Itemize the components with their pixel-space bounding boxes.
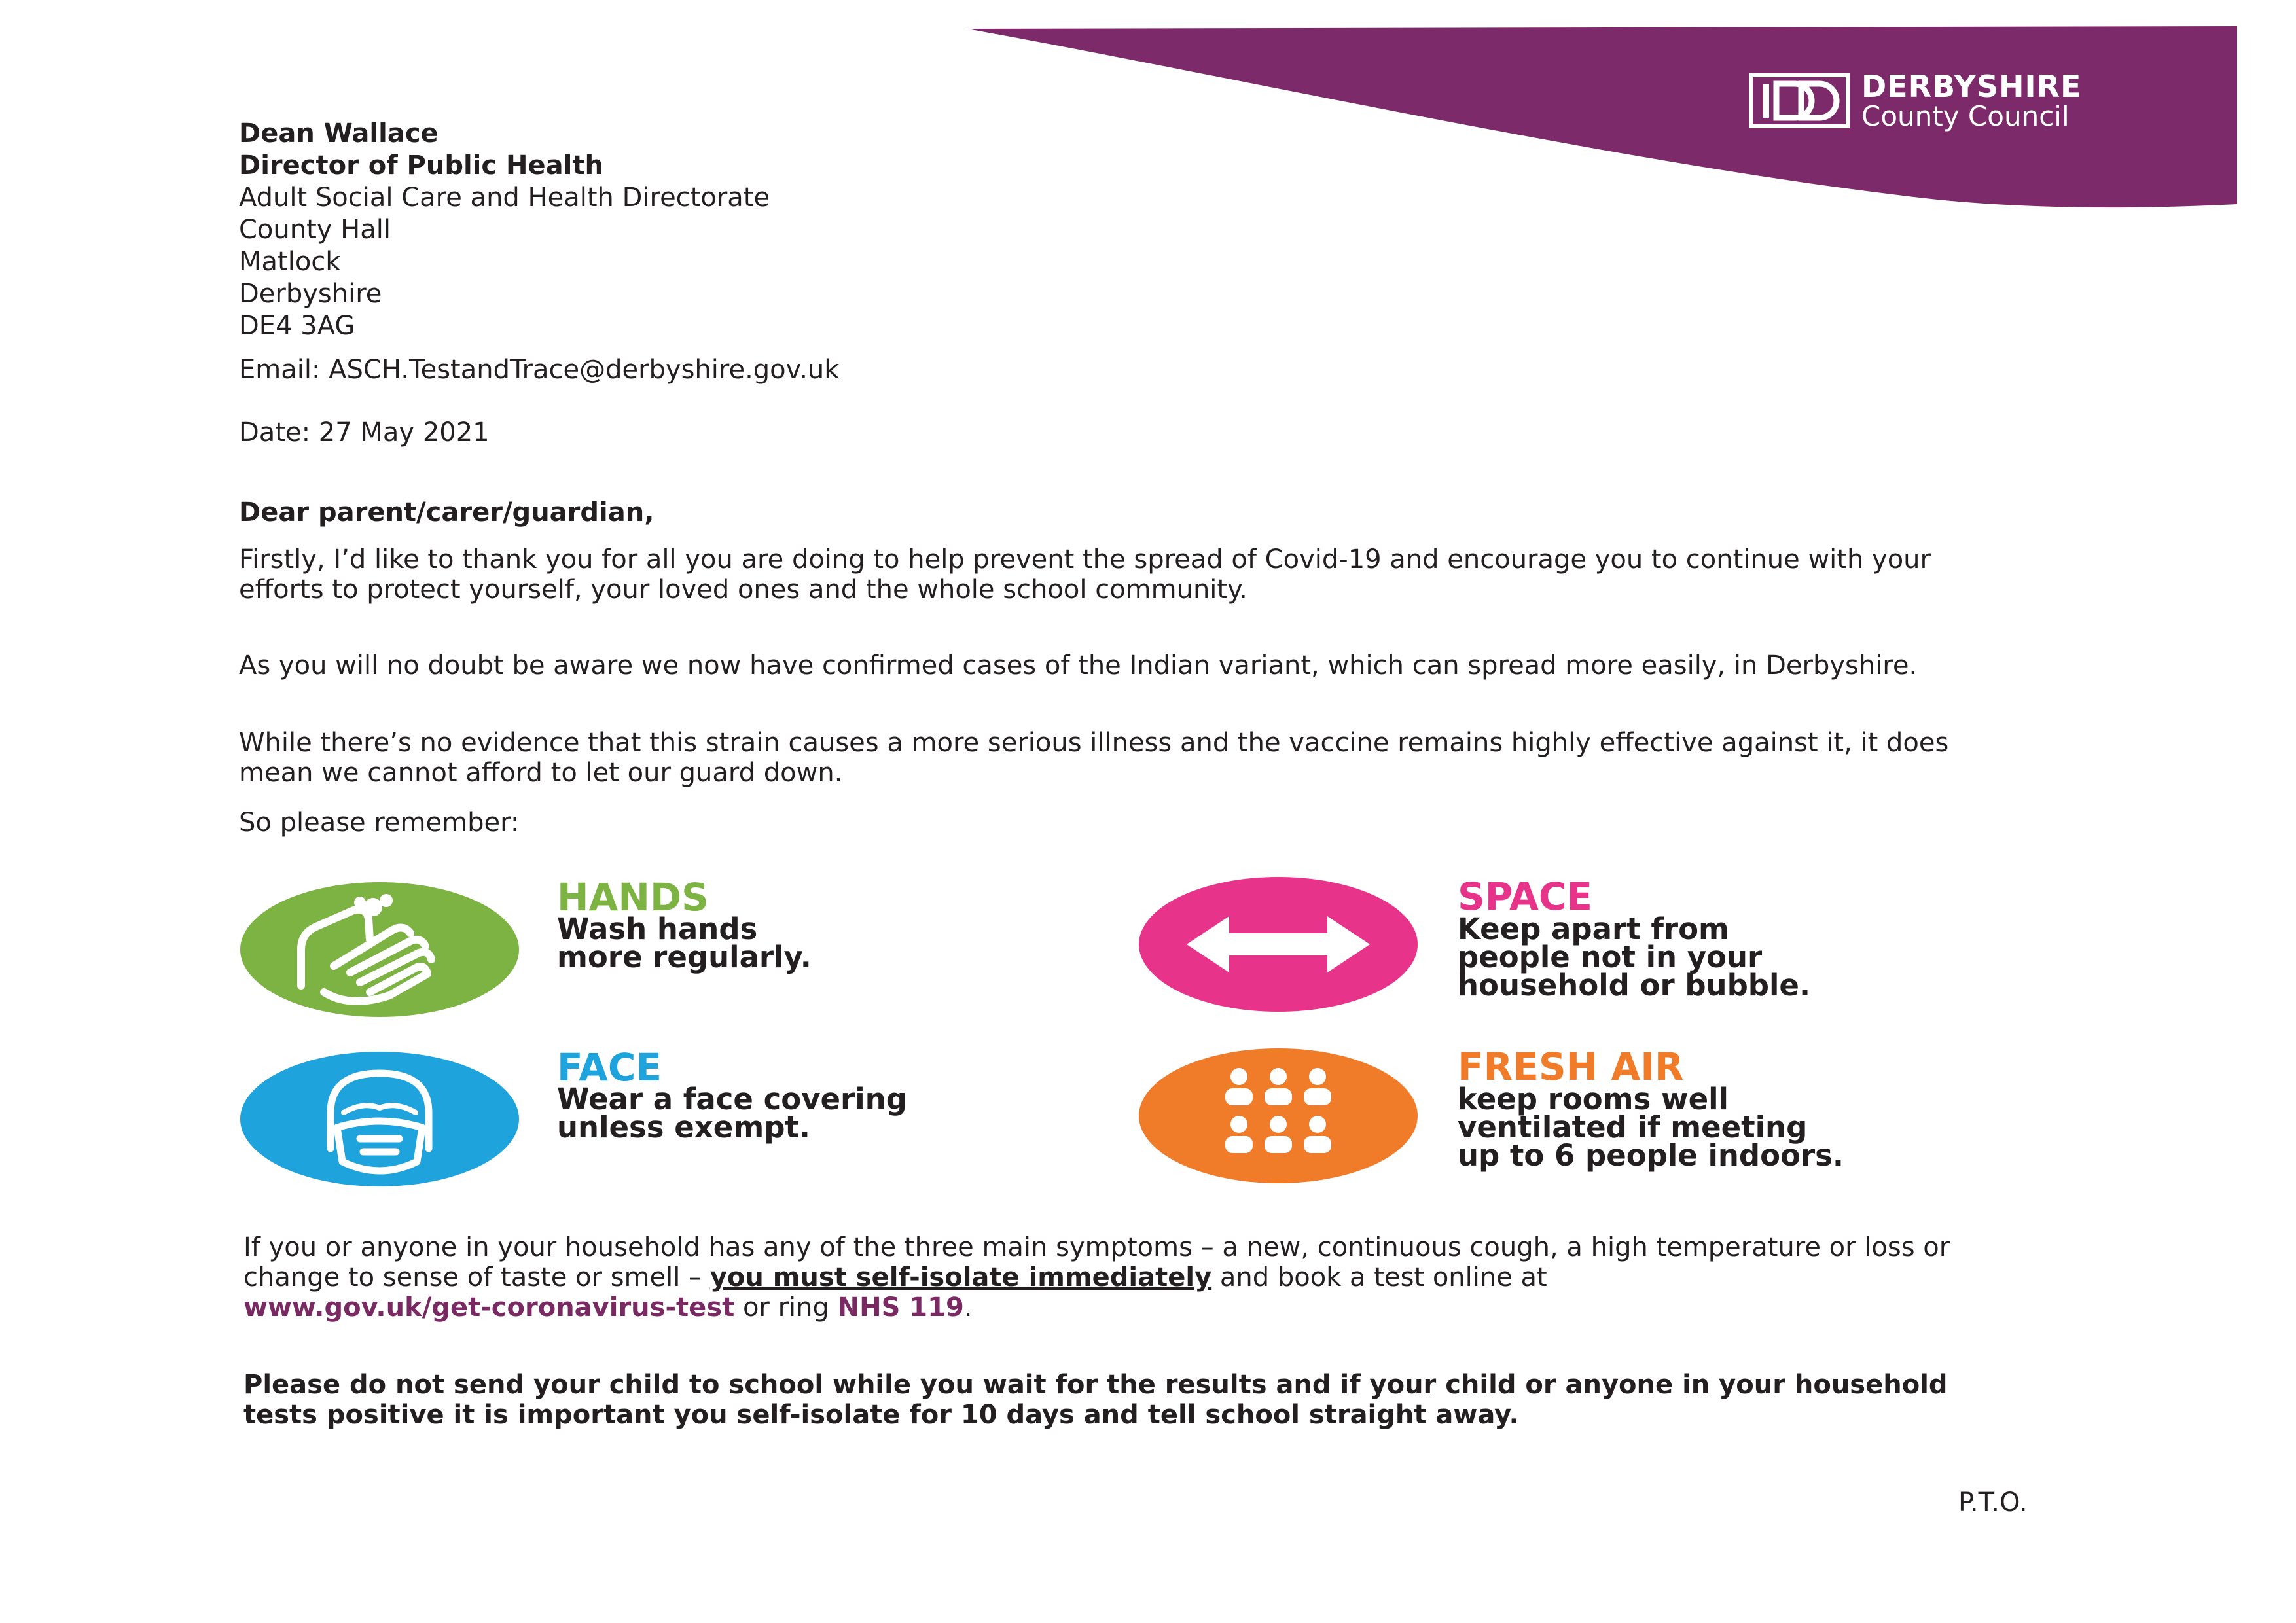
warning-paragraph: Please do not send your child to school while you wait for the results and if your child or anyone in your household tests positive it is important you self-isolate for 10 days and tell school straight away. <box>243 1370 1948 1430</box>
people-group-icon <box>1138 1047 1419 1185</box>
symptoms-end: . <box>963 1293 973 1323</box>
sender-email: Email: ASCH.TestandTrace@derbyshire.gov.uk <box>239 355 840 385</box>
sender-name: Dean Wallace <box>239 118 439 149</box>
sender-block <box>239 118 770 342</box>
page-turn-note: P.T.O. <box>1958 1488 2028 1518</box>
tip-face-line: Wear a face covering <box>557 1082 907 1116</box>
address-line: Adult Social Care and Health Directorate <box>239 183 770 213</box>
tip-hands-line: more regularly. <box>557 940 812 974</box>
body-paragraph: As you will no doubt be aware we now have confirmed cases of the Indian variant, which can spread more easily, in Derbyshire. <box>239 651 1918 681</box>
tip-space-title: SPACE <box>1458 874 1593 919</box>
nhs-phone-number: NHS 119 <box>837 1293 964 1323</box>
tip-face-line: unless exempt. <box>557 1110 811 1145</box>
tip-hands-title: HANDS <box>557 875 709 919</box>
symptoms-intro: If you or anyone in your household has any of the three main symptoms – a new, continuous cough, a high temperature or loss or change to sense of taste or smell – <box>243 1232 1950 1293</box>
tip-space-line: Keep apart from <box>1458 912 1729 946</box>
logo-title: DERBYSHIRE <box>1861 69 2082 104</box>
tip-fresh-air-line: up to 6 people indoors. <box>1458 1138 1844 1173</box>
address-line: Derbyshire <box>239 279 382 309</box>
tip-fresh-air-title: FRESH AIR <box>1458 1044 1684 1089</box>
council-logo <box>1749 71 2081 131</box>
hand-washing-icon <box>239 881 520 1018</box>
face-mask-icon <box>239 1050 520 1188</box>
body-paragraph: Firstly, I’d like to thank you for all you are doing to help prevent the spread of Covid-19 and encourage you to continue with your efforts to protect yourself, your loved ones and the whole school community. <box>239 544 1931 605</box>
double-arrow-icon <box>1138 876 1419 1013</box>
self-isolate-emphasis: you must self-isolate immediately <box>709 1262 1212 1293</box>
address-line: Matlock <box>239 247 341 277</box>
body-paragraph: While there’s no evidence that this strain causes a more serious illness and the vaccine remains highly effective against it, it does mean we cannot afford to let our guard down. <box>239 728 1949 788</box>
address-line: DE4 3AG <box>239 311 355 341</box>
sender-title: Director of Public Health <box>239 151 603 181</box>
tip-fresh-air-line: ventilated if meeting <box>1458 1110 1808 1145</box>
tip-space-line: people not in your <box>1458 940 1763 974</box>
symptoms-mid: and book a test online at <box>1219 1262 1547 1293</box>
symptoms-or: or ring <box>742 1293 829 1323</box>
coronavirus-test-link[interactable]: www.gov.uk/get-coronavirus-test <box>243 1293 735 1323</box>
tip-face-title: FACE <box>557 1045 662 1090</box>
council-logo-mark-icon <box>1749 73 1850 128</box>
letter-date: Date: 27 May 2021 <box>239 418 490 448</box>
symptoms-paragraph <box>243 1232 2011 1323</box>
tip-hands-line: Wash hands <box>557 912 758 946</box>
body-paragraph: So please remember: <box>239 808 520 838</box>
salutation: Dear parent/carer/guardian, <box>239 497 655 527</box>
address-line: County Hall <box>239 215 391 245</box>
tip-space-line: household or bubble. <box>1458 968 1811 1003</box>
logo-subtitle: County Council <box>1861 100 2070 132</box>
tip-fresh-air-line: keep rooms well <box>1458 1082 1729 1116</box>
